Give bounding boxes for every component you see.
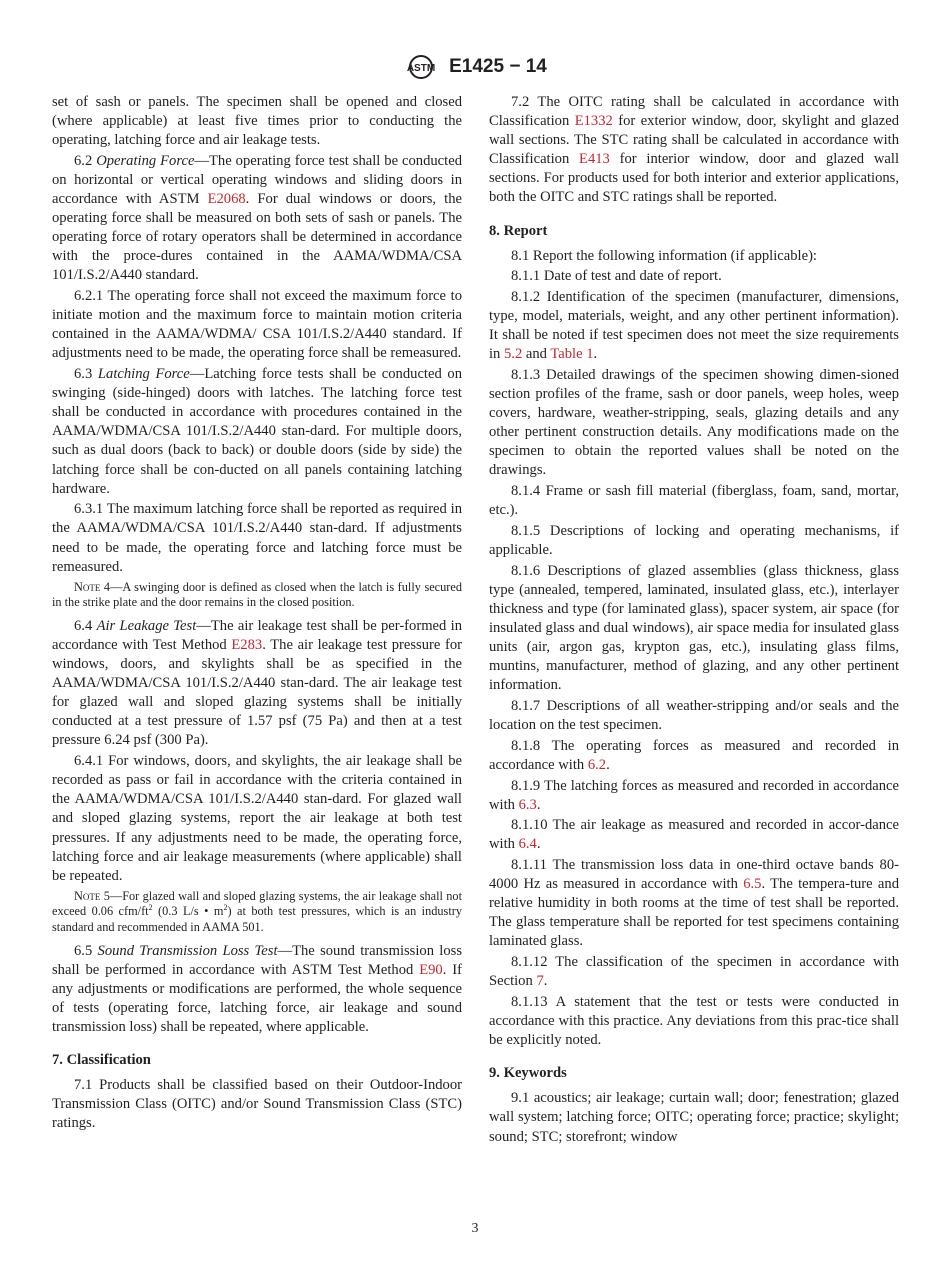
paragraph (52, 942, 462, 1037)
text: set of sash or panels. The specimen shall be opened and closed (where applicable) at least five times prior to conducting the operating, latching force and air leakage tests. (52, 94, 462, 149)
section-title: Sound Transmission Loss Test (97, 942, 278, 959)
section-title: Latching Force (97, 366, 190, 383)
astm-logo-icon (403, 54, 439, 80)
paragraph (52, 617, 462, 751)
note-label: Note (74, 888, 101, 903)
text: —The sound transmission loss shall be performed in accordance with ASTM Test Method (52, 942, 462, 978)
text: 6.2.1 The operating force shall not exceed the maximum force to initiate motion and the maximum force to maintain motion criteria contained in the AAMA/WDMA/ CSA 101/I.S.2/A440 standard. If adjustments need to be made, the operating force shall be remeasured. (52, 288, 462, 362)
text: . (543, 973, 548, 990)
section-heading (52, 1051, 462, 1070)
paragraph (489, 697, 899, 735)
paragraph (489, 993, 899, 1050)
text: —Latching force tests shall be conducted on swinging (side-hinged) doors with latches. The latching force test shall be conducted in accordance with procedures contained in the AAMA/WDMA/CSA 101/I.S.2/A440 stan-dard. For multiple doors, such as dual doors (back to back) or double doors (side by side) the latching force shall be con-ducted on all panels containing latching hardware. (52, 366, 462, 497)
left-column (52, 93, 462, 1135)
paragraph (52, 1076, 462, 1133)
text: 8.1.10 The air leakage as measured and recorded in accor-dance with (489, 817, 899, 853)
paragraph (52, 287, 462, 363)
paragraph (489, 522, 899, 560)
text: 8.1.1 Date of test and date of report. (511, 268, 722, 285)
text: 8.1.7 Descriptions of all weather-stripping and/or seals and the location on the test specimen. (489, 697, 899, 734)
text: and (522, 346, 551, 363)
text: 9. Keywords (489, 1065, 567, 1082)
reference-link[interactable]: 5.2 (504, 346, 523, 363)
text: 6.4 (74, 617, 97, 634)
paragraph (489, 856, 899, 951)
text: . If any adjustments or modifications are performed, the whole sequence of tests (operating force, latching force, air leakage and sound transmission loss) shall be repeated, where applicable. (52, 961, 462, 1035)
paragraph (489, 267, 899, 286)
text: . (606, 756, 610, 773)
text: . The air leakage test pressure for windows, doors, and skylights shall be as specified in the AAMA/WDMA/CSA 101/I.S.2/A440 stan-dard. The air leakage test for glazed wall and sloped glazing systems shall be initially conducted at a test pressure of 1.57 psf (75 Pa) and then at a test pressure 6.24 psf (300 Pa). (52, 637, 462, 749)
paragraph (489, 247, 899, 266)
text: (0.3 L/s • m (152, 904, 224, 919)
paragraph (489, 93, 899, 208)
note-paragraph (52, 580, 462, 611)
reference-link[interactable]: 6.4 (518, 836, 537, 853)
text: 7.1 Products shall be classified based on their Outdoor-Indoor Transmission Class (OITC) and/or Sound Transmission Class (STC) ratings. (52, 1077, 462, 1132)
text: 8. Report (489, 222, 548, 239)
paragraph (489, 737, 899, 775)
text: 7. Classification (52, 1052, 151, 1069)
text: 6.3 (74, 366, 98, 383)
text: 8.1.9 The latching forces as measured and recorded in accordance with (489, 777, 899, 813)
right-column (489, 93, 899, 1148)
text: . (593, 346, 598, 363)
text: —The air leakage test shall be per-formed in accordance with Test Method (52, 617, 462, 653)
text: for interior window, door and glazed wall sections. For products used for both interior and exterior applications, both the OITC and STC ratings shall be reported. (489, 151, 899, 206)
section-title: Air Leakage Test (96, 617, 197, 634)
paragraph (489, 366, 899, 481)
text: —The operating force test shall be conducted on horizontal or vertical operating windows and sliding doors in accordance with ASTM (52, 152, 462, 208)
paragraph (52, 752, 462, 886)
section-heading (489, 1064, 899, 1083)
text: 5—For glazed wall and sloped glazing systems, the air leakage shall not exceed 0.06 cfm/ft (52, 888, 462, 919)
text: 9.1 acoustics; air leakage; curtain wall; door; fenestration; glazed wall system; latching force; OITC; operating force; practice; skylight; sound; STC; storefront; window (489, 1090, 899, 1145)
text: . (536, 836, 541, 853)
document-title: E1425 − 14 (449, 56, 547, 77)
svg-text:ASTM: ASTM (406, 63, 436, 74)
text: 7.2 The OITC rating shall be calculated in accordance with Classification (489, 94, 899, 130)
superscript: 2 (148, 903, 153, 913)
section-title: Operating Force (96, 152, 195, 169)
paragraph (52, 500, 462, 576)
note-label: Note (74, 579, 101, 594)
reference-link[interactable]: E2068 (207, 191, 246, 208)
page-header (0, 54, 950, 80)
reference-link[interactable]: E90 (419, 961, 443, 978)
reference-link[interactable]: 7 (536, 973, 544, 990)
paragraph (489, 953, 899, 991)
section-heading (489, 222, 899, 241)
text: . For dual windows or doors, the operating force shall be measured on both sets of sash or panels. The operating force of rotary operators shall be determined in accordance with the proce-dures contained in the AAMA/WDMA/CSA 101/I.S.2/A440 standard. (52, 191, 462, 284)
paragraph (489, 562, 899, 696)
paragraph (52, 365, 462, 499)
reference-link[interactable]: E413 (579, 151, 610, 168)
paragraph (489, 1089, 899, 1146)
text: 6.3.1 The maximum latching force shall be reported as required in the AAMA/WDMA/CSA 101/I.S.2/A440 stan-dard. If adjustments need to be made, the operating force and latching force must be remeasured. (52, 501, 462, 575)
paragraph (489, 482, 899, 520)
reference-link[interactable]: Table 1 (550, 346, 594, 363)
text: 6.5 (74, 942, 98, 959)
page-number: 3 (471, 1221, 479, 1236)
text: 8.1.2 Identification of the specimen (manufacturer, dimensions, type, model, materials, weight, and any other pertinent information). It shall be noted if test specimen does not meet the size requirements in (489, 289, 899, 363)
superscript: 2 (223, 903, 228, 913)
paragraph (489, 816, 899, 854)
reference-link[interactable]: E1332 (574, 113, 613, 130)
text: 6.2 (74, 152, 97, 169)
paragraph (52, 152, 462, 286)
text: 8.1.5 Descriptions of locking and operating mechanisms, if applicable. (489, 522, 899, 559)
text: 8.1.11 The transmission loss data in one-third octave bands 80-4000 Hz as measured in accordance with (489, 857, 899, 893)
text: 8.1.8 The operating forces as measured and recorded in accordance with (489, 737, 899, 773)
note-paragraph (52, 889, 462, 936)
text: 8.1.6 Descriptions of glazed assemblies (glass thickness, glass type (annealed, tempered, laminated, insulated glass, etc.), interlayer thickness and type (for laminated glass), spacer system, air space (for insulated glass and dual windows), air space media for insulated glass units (air, argon gas, krypton gas, etc.), insulating glass films, muntins, manufacturer, method of glazing, and any other pertinent information. (489, 562, 899, 694)
text: 8.1.13 A statement that the test or tests were conducted in accordance with this practice. Any deviations from this prac-tice shall be explicitly noted. (489, 993, 899, 1049)
paragraph (489, 288, 899, 364)
reference-link[interactable]: E283 (231, 637, 263, 653)
text: 8.1 Report the following information (if applicable): (511, 247, 817, 264)
reference-link[interactable]: 6.5 (743, 876, 762, 893)
reference-link[interactable]: 6.3 (518, 796, 537, 813)
paragraph (52, 93, 462, 150)
reference-link[interactable]: 6.2 (587, 756, 607, 773)
text: for exterior window, door, skylight and glazed wall sections. The STC rating shall be calculated in accordance with Classification (489, 113, 900, 168)
text: . (536, 796, 541, 813)
text: ) at both test pressures, which is an industry standard and recommended in AAMA 501. (52, 904, 462, 934)
text: . The tempera-ture and relative humidity in both rooms at the time of test shall be reported. The glass temperature shall be reported for test specimens containing laminated glass. (489, 876, 899, 950)
text: 8.1.4 Frame or sash fill material (fiberglass, foam, sand, mortar, etc.). (489, 483, 899, 519)
paragraph (489, 777, 899, 815)
text: 8.1.12 The classification of the specimen in accordance with Section (489, 954, 899, 990)
text: 4—A swinging door is defined as closed when the latch is fully secured in the strike plate and the door remains in the closed position. (52, 579, 462, 610)
text: 6.4.1 For windows, doors, and skylights, the air leakage shall be recorded as pass or fail in accordance with the criteria contained in the AAMA/WDMA/CSA 101/I.S.2/A440 stan-dard. For glazed wall and sloped glazing systems, report the air leakage at both test pressures. If any adjustments need to be made, the operating force, latching force and air leakage measurements (where applicable) shall be repeated. (52, 753, 462, 884)
text: 8.1.3 Detailed drawings of the specimen showing dimen-sioned section profiles of the frame, sash or door panels, weep holes, weep covers, hardware, weather-stripping, seals, glazing details and any other pertinent construction details. Any modifications made on the specimen to obtain the reported values shall be noted on the drawings. (489, 367, 899, 479)
